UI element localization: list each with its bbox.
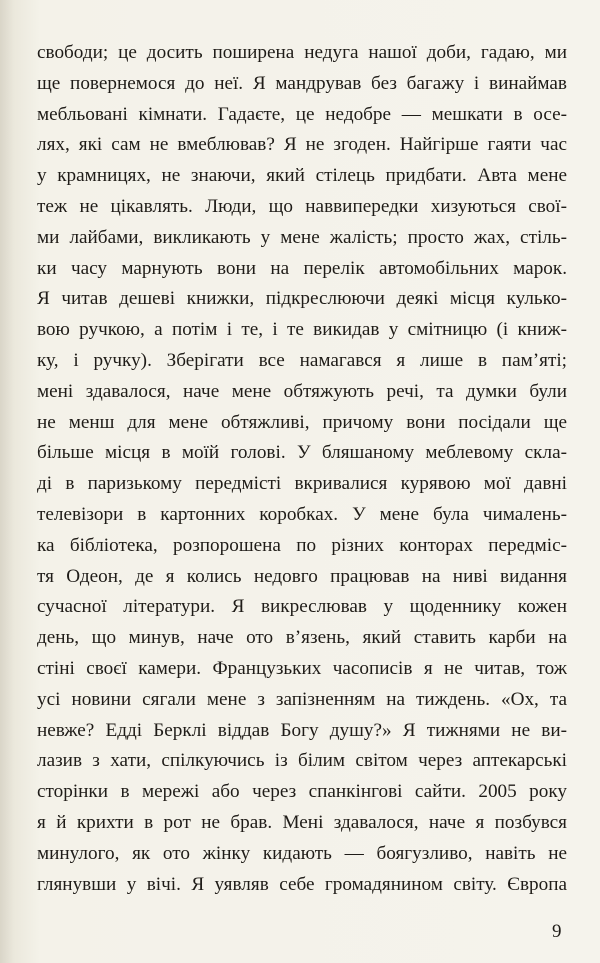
text-line: ка бібліотека, розпорошена по різних конторах передміс-: [37, 534, 567, 556]
text-line: вою ручкою, а потім і те, і те викидав у смітницю (і книж-: [37, 319, 567, 341]
text-line: мені здавалося, наче мене обтяжують речі, та думки були: [37, 380, 567, 402]
text-line: лазив з хати, спілкуючись із білим світом через аптекарські: [37, 750, 567, 772]
text-line: мебльовані кімнати. Гадаєте, це недобре — мешкати в осе-: [37, 103, 567, 125]
text-line: не менш для мене обтяжливі, причому вони посідали ще: [37, 411, 567, 433]
text-line: свободи; це досить поширена недуга нашої доби, гадаю, ми: [37, 42, 567, 63]
text-line: ми лайбами, викликають у мене жалість; просто жах, стіль-: [37, 226, 567, 248]
text-line: день, що минув, наче ото в’язень, який ставить карби на: [37, 627, 567, 649]
text-line: сучасної літератури. Я викреслював у щоденнику кожен: [37, 596, 567, 618]
text-line: телевізори в картонних коробках. У мене була чималень-: [37, 503, 567, 525]
text-line: сторінки в мережі або через спанкінгові сайти. 2005 року: [37, 781, 567, 803]
page-number: 9: [552, 921, 562, 942]
body-text: [37, 38, 567, 900]
text-line: тя Одеон, де я колись недовго працював на ниві видання: [37, 565, 567, 587]
text-line: лях, які сам не вмеблював? Я не згоден. Найгірше гаяти час: [37, 134, 567, 156]
text-line: минулого, як ото жінку кидають — боягузливо, навіть не: [37, 842, 567, 864]
text-line: ку, і ручку). Зберігати все намагався я лише в пам’яті;: [37, 349, 567, 371]
text-line: глянувши у вічі. Я уявляв себе громадянином світу. Європа: [37, 873, 567, 895]
text-line: невже? Едді Берклі віддав Богу душу?» Я тижнями не ви-: [37, 719, 567, 741]
text-line: ще повернемося до неї. Я мандрував без багажу і винаймав: [37, 72, 567, 94]
text-line: більше місця в моїй голові. У бляшаному меблевому скла-: [37, 442, 567, 464]
text-line: усі новини сягали мене з запізненням на тиждень. «Ох, та: [37, 688, 567, 710]
text-line: теж не цікавлять. Люди, що наввипередки хизуються свої-: [37, 195, 567, 217]
text-line: стіні своєї камери. Французьких часописів я не читав, тож: [37, 657, 567, 679]
text-line: ки часу марнують вони на перелік автомобільних марок.: [37, 257, 567, 279]
text-line: ді в паризькому передмісті вкривалися курявою мої давні: [37, 473, 567, 495]
text-line: я й крихти в рот не брав. Мені здавалося, наче я позбувся: [37, 811, 567, 833]
text-line: Я читав дешеві книжки, підкреслюючи деякі місця кулько-: [37, 288, 567, 310]
text-line: у крамницях, не знаючи, який стілець придбати. Авта мене: [37, 165, 567, 187]
